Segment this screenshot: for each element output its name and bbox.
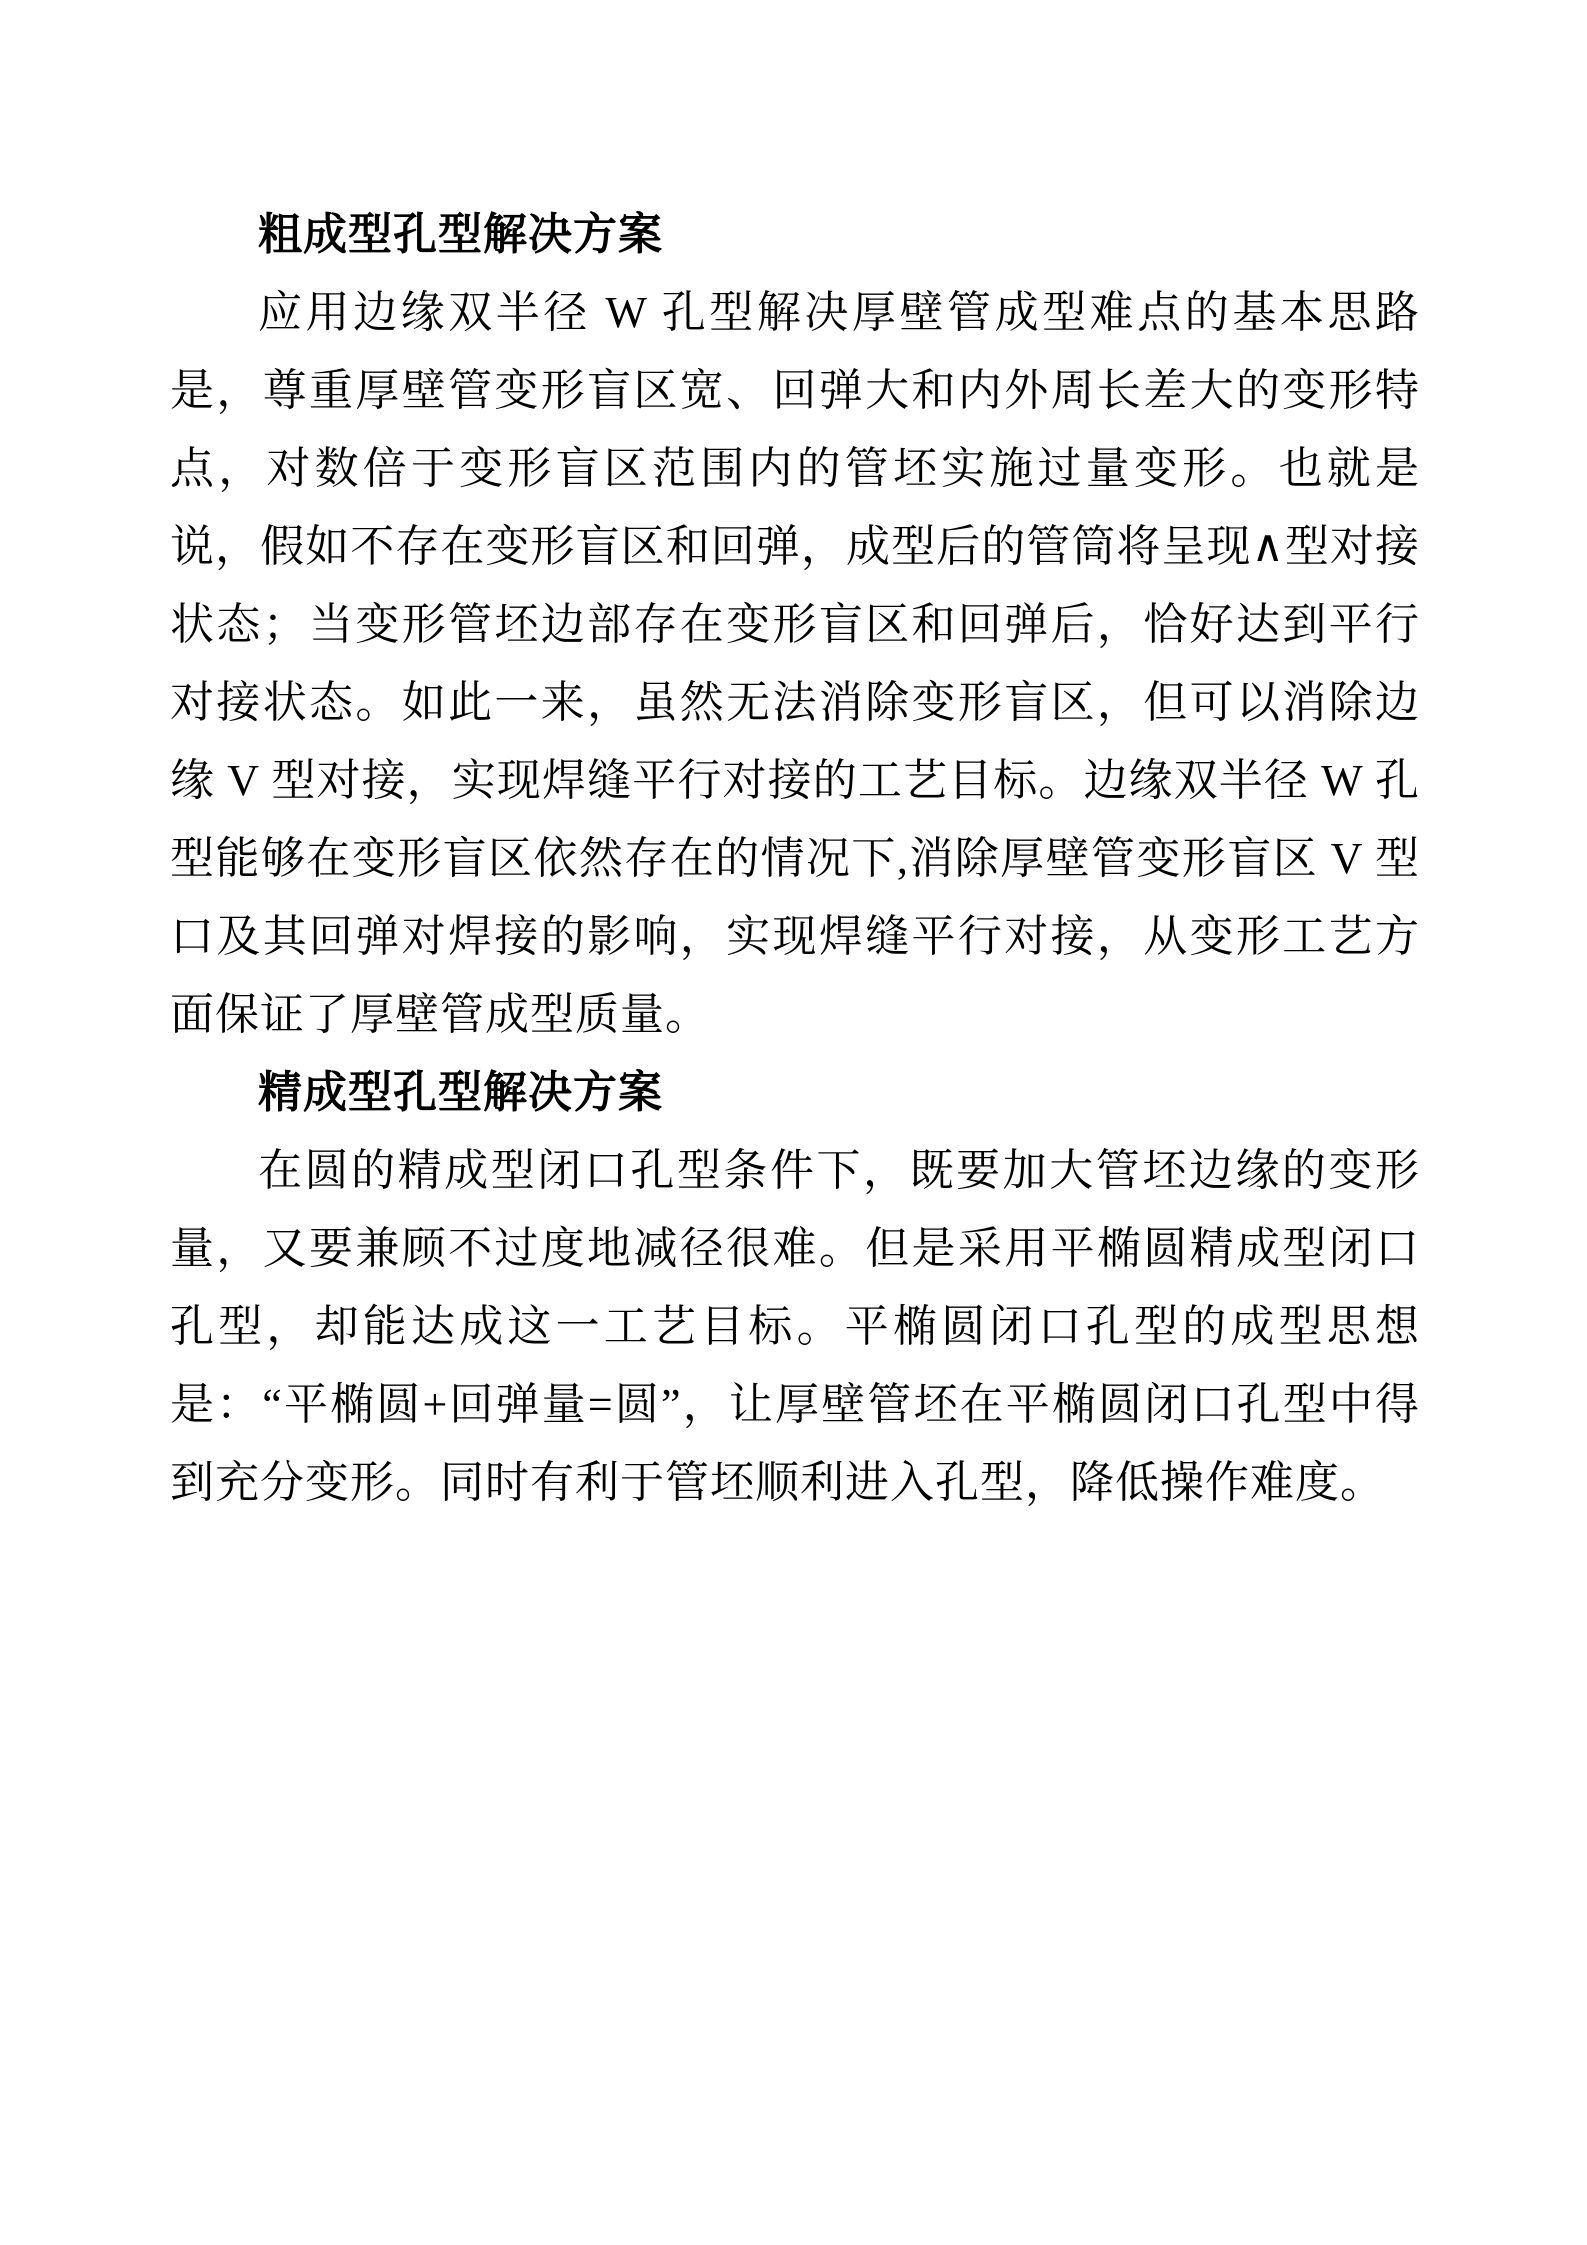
paragraph-rough-forming: 应用边缘双半径 W 孔型解决厚壁管成型难点的基本思路是，尊重厚壁管变形盲区宽、回弹大和内外周长差大的变形特点，对数倍于变形盲区范围内的管坯实施过量变形。也就是说，假如不存在变形盲区和回弹，成型后的管筒将呈现∧型对接状态；当变形管坯边部存在变形盲区和回弹后，恰好达到平行对接状态。如此一来，虽然无法消除变形盲区，但可以消除边缘 V 型对接，实现焊缝平行对接的工艺目标。边缘双半径 W 孔型能够在变形盲区依然存在的情况下,消除厚壁管变形盲区 V 型口及其回弹对焊接的影响，实现焊缝平行对接，从变形工艺方面保证了厚壁管成型质量。 [170,288,1420,1039]
section-heading-fine-forming: 精成型孔型解决方案 [258,1068,663,1117]
section-heading-rough-forming: 粗成型孔型解决方案 [258,210,663,259]
paragraph-fine-forming: 在圆的精成型闭口孔型条件下，既要加大管坯边缘的变形量，又要兼顾不过度地减径很难。但是采用平椭圆精成型闭口孔型，却能达成这一工艺目标。平椭圆闭口孔型的成型思想是：“平椭圆+回弹量=圆”，让厚壁管坯在平椭圆闭口孔型中得到充分变形。同时有利于管坯顺利进入孔型，降低操作难度。 [170,1146,1420,1507]
